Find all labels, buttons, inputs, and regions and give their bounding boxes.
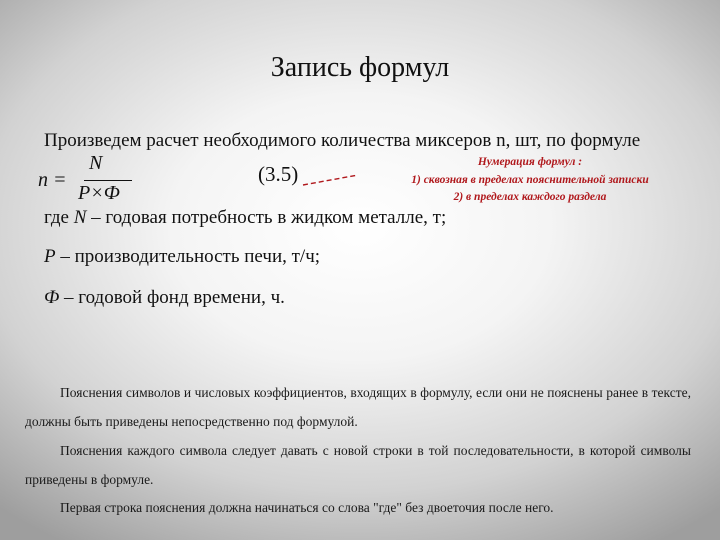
- slide-title: Запись формул: [270, 52, 450, 83]
- definition-p: [44, 246, 320, 268]
- definition-symbol: P: [44, 246, 56, 267]
- formula-lhs: n =: [38, 169, 67, 191]
- definition-text: – годовой фонд времени, ч.: [59, 287, 285, 308]
- formula-denominator: P×Ф: [78, 182, 120, 204]
- intro-text: Произведем расчет необходимого количества миксеров n, шт, по формуле: [44, 130, 641, 151]
- annotation-arrow-icon: [300, 172, 362, 188]
- formula-numerator: N: [89, 152, 103, 174]
- definition-text: – годовая потребность в жидком металле, т;: [86, 207, 447, 228]
- paragraph-1: Пояснения символов и числовых коэффициентов, входящих в формулу, если они не пояснены ранее в тексте, должны быть приведены непосредственно под формулой.: [25, 385, 691, 429]
- definition-n: [44, 207, 446, 229]
- paragraph-3: Первая строка пояснения должна начинаться со слова "где" без двоеточия после него.: [60, 500, 554, 515]
- annotation-item-2: 2) в пределах каждого раздела: [453, 191, 607, 203]
- definition-symbol: Ф: [44, 287, 60, 308]
- definition-f: [44, 287, 285, 309]
- definition-symbol: N: [73, 207, 87, 228]
- fraction-bar: [84, 180, 132, 181]
- definition-text: – производительность печи, т/ч;: [55, 246, 321, 267]
- annotation-title: Нумерация формул :: [477, 156, 583, 168]
- formula: [38, 154, 138, 208]
- formula-number: (3.5): [258, 162, 299, 186]
- definition-prefix: где: [44, 207, 74, 228]
- annotation-item-1: 1) сквозная в пределах пояснительной записки: [411, 174, 649, 186]
- paragraph-2: Пояснения каждого символа следует давать с новой строки в той последовательности, в которой символы приведены в формуле.: [25, 443, 691, 487]
